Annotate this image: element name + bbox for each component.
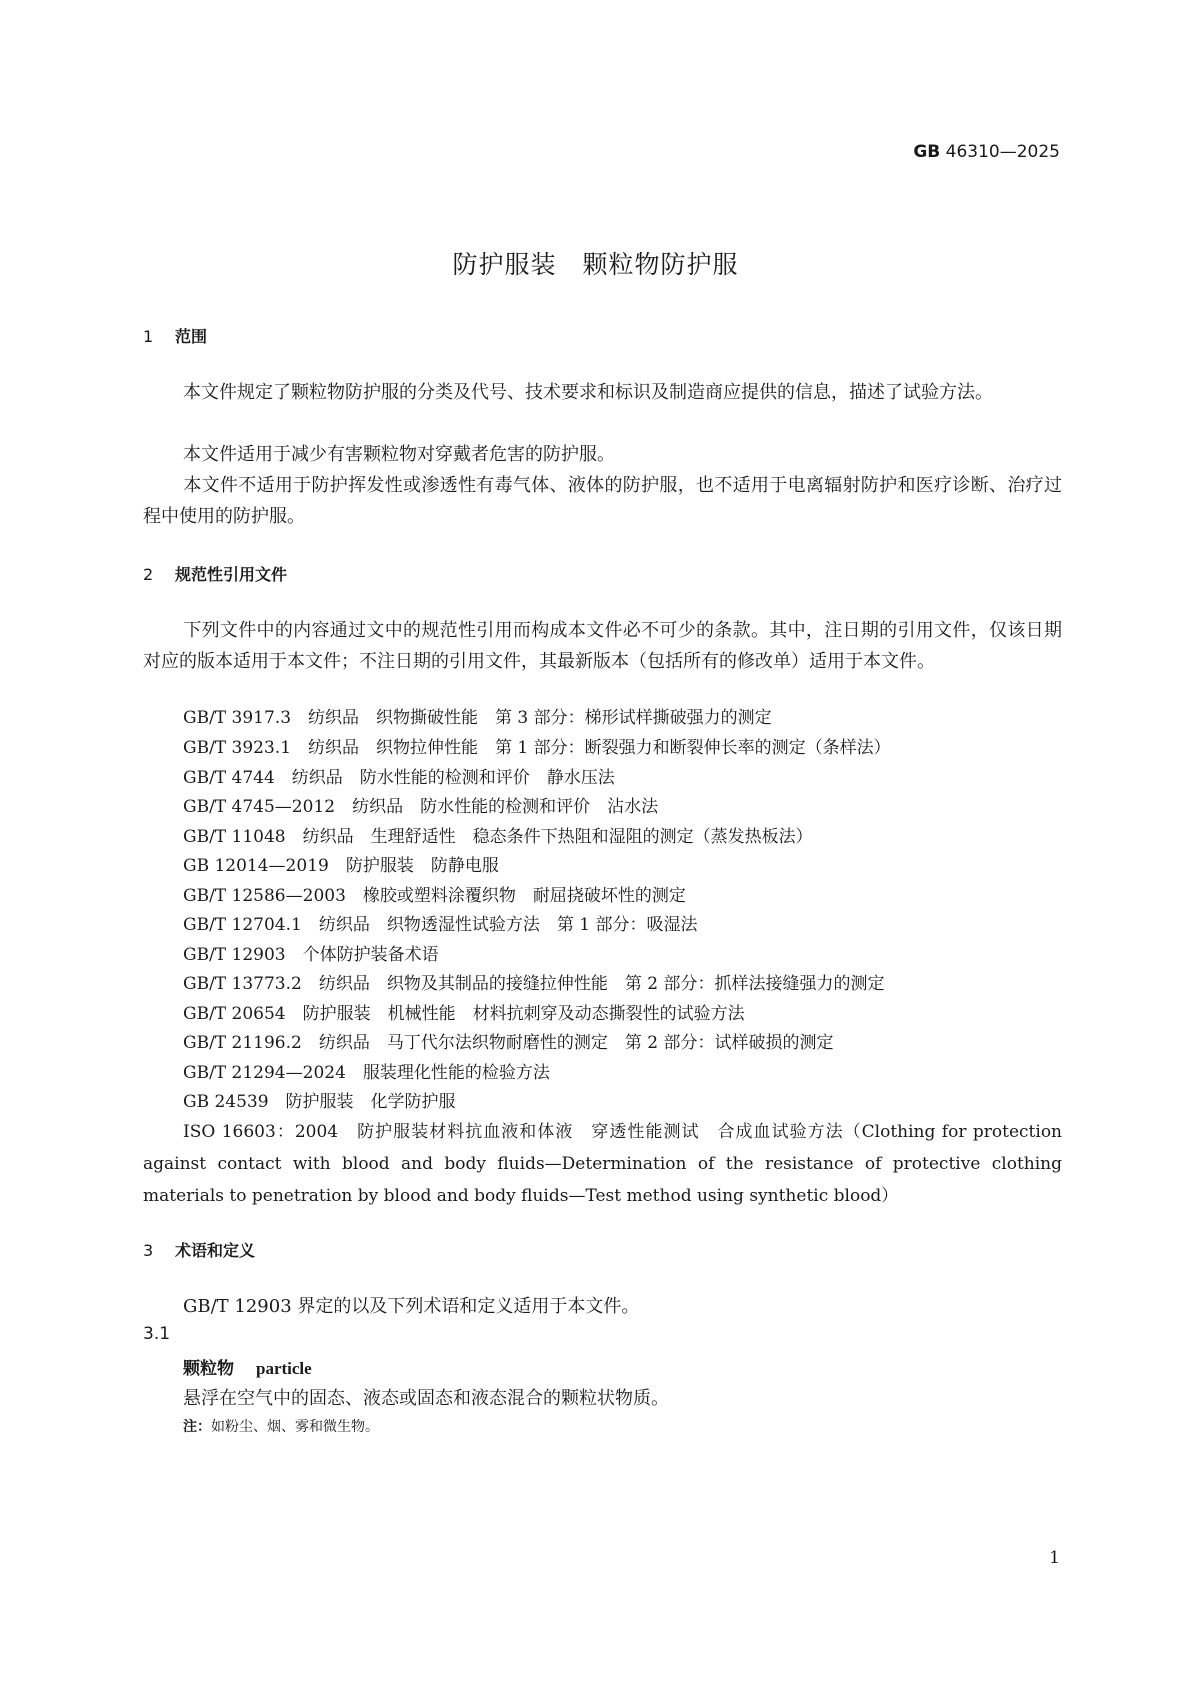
reference-item: GB/T 21294—2024 服装理化性能的检验方法	[183, 1063, 550, 1083]
scope-paragraph-1: 本文件规定了颗粒物防护服的分类及代号、技术要求和标识及制造商应提供的信息，描述了试验方法。	[183, 382, 993, 403]
reference-item: GB/T 20654 防护服装 机械性能 材料抗刺穿及动态撕裂性的试验方法	[183, 1004, 745, 1024]
reference-item: GB/T 3917.3 纺织品 织物撕破性能 第 3 部分：梯形试样撕破强力的测定	[183, 708, 772, 728]
page-title: 防护服装 颗粒物防护服	[452, 250, 739, 279]
term-english: particle	[256, 1359, 312, 1378]
reference-item: GB/T 3923.1 纺织品 织物拉伸性能 第 1 部分：断裂强力和断裂伸长率的测定（条样法）	[183, 738, 891, 758]
reference-item: GB/T 4745—2012 纺织品 防水性能的检测和评价 沾水法	[183, 797, 659, 817]
page-number: 1	[1049, 1548, 1060, 1568]
section-title: 规范性引用文件	[175, 565, 288, 584]
term-note	[183, 1416, 379, 1436]
section-heading-scope	[143, 324, 207, 347]
reference-item: GB/T 12903 个体防护装备术语	[183, 945, 439, 965]
reference-item-iso: ISO 16603：2004 防护服装材料抗血液和体液 穿透性能测试 合成血试验方法（Clothing for protection against contact with blood and body fluids—Determination of the resistance of protective clothing materials to penetration by blood and body fluids—Test method using synthetic blood）	[143, 1122, 1062, 1206]
reference-item: GB/T 12704.1 纺织品 织物透湿性试验方法 第 1 部分：吸湿法	[183, 915, 698, 935]
section-title: 术语和定义	[175, 1241, 256, 1260]
note-label: 注：	[183, 1419, 211, 1435]
section-title: 范围	[175, 327, 208, 346]
scope-paragraph-3: 本文件不适用于防护挥发性或渗透性有毒气体、液体的防护服，也不适用于电离辐射防护和医疗诊断、治疗过程中使用的防护服。	[143, 475, 1062, 527]
term-entry	[183, 1354, 312, 1379]
reference-item: GB/T 4744 纺织品 防水性能的检测和评价 静水压法	[183, 768, 615, 788]
note-text: 如粉尘、烟、雾和微生物。	[211, 1419, 379, 1435]
reference-item: GB 12014—2019 防护服装 防静电服	[183, 856, 499, 876]
section-number: 1	[143, 327, 154, 346]
document-code	[913, 142, 1060, 162]
document-code-number: 46310—2025	[945, 142, 1060, 162]
reference-item: GB 24539 防护服装 化学防护服	[183, 1092, 456, 1112]
reference-item: GB/T 11048 纺织品 生理舒适性 稳态条件下热阻和湿阻的测定（蒸发热板法）	[183, 827, 813, 847]
reference-item: GB/T 21196.2 纺织品 马丁代尔法织物耐磨性的测定 第 2 部分：试样破损的测定	[183, 1033, 834, 1053]
reference-item: GB/T 13773.2 纺织品 织物及其制品的接缝拉伸性能 第 2 部分：抓样法接缝强力的测定	[183, 974, 885, 994]
section-heading-terms	[143, 1238, 255, 1261]
section-number: 2	[143, 565, 154, 584]
reference-item: GB/T 12586—2003 橡胶或塑料涂覆织物 耐屈挠破坏性的测定	[183, 886, 686, 906]
term-definition: 悬浮在空气中的固态、液态或固态和液态混合的颗粒状物质。	[183, 1388, 669, 1409]
normative-intro: 下列文件中的内容通过文中的规范性引用而构成本文件必不可少的条款。其中，注日期的引用文件，仅该日期对应的版本适用于本文件；不注日期的引用文件，其最新版本（包括所有的修改单）适用于本文件。	[143, 620, 1062, 672]
scope-paragraph-2: 本文件适用于减少有害颗粒物对穿戴者危害的防护服。	[183, 444, 615, 465]
section-number: 3	[143, 1241, 154, 1260]
terms-intro: GB/T 12903 界定的以及下列术语和定义适用于本文件。	[183, 1296, 640, 1317]
document-code-prefix: GB	[913, 142, 941, 162]
term-number: 3.1	[143, 1324, 171, 1344]
term-chinese: 颗粒物	[183, 1359, 234, 1379]
section-heading-normative-references	[143, 562, 287, 585]
